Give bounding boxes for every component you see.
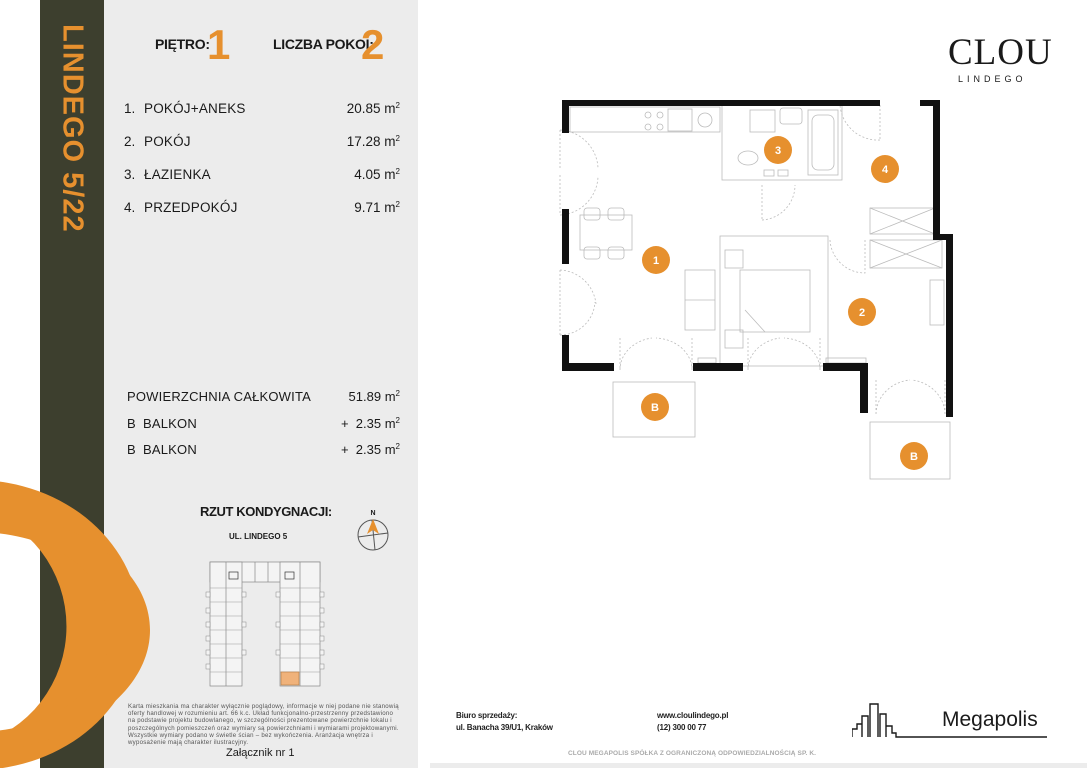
room-name: POKÓJ+ANEKS [144, 100, 246, 116]
floor-label: PIĘTRO: [155, 36, 210, 52]
balcony-letter: B [127, 441, 136, 457]
sales-office [456, 710, 553, 734]
apartment-code: LINDEGO 5/22 [56, 24, 89, 233]
bottom-band [430, 763, 1087, 768]
room-area: 20.85 $m^2$ [346, 100, 400, 116]
room-name: PRZEDPOKÓJ [144, 199, 238, 215]
apartment-floor-plan [540, 90, 960, 490]
balcony-label: BALKON [143, 415, 197, 431]
balcony-letter: B [127, 415, 136, 431]
clou-logo: CLOU [948, 32, 1053, 73]
floor-value: 1 [207, 21, 231, 68]
room-area: 4.05 $m^2$ [354, 166, 400, 182]
room-number: 4. [124, 199, 136, 215]
balcony-value: + 2.35 $m^2$ [340, 415, 400, 431]
floor-plan-title: RZUT KONDYGNACJI: [200, 504, 332, 519]
balcony-value: + 2.35 $m^2$ [340, 441, 400, 457]
annex-label: Załącznik nr 1 [226, 747, 295, 759]
total-area-row [127, 387, 400, 405]
website-link[interactable]: www.cloulindego.pl [657, 711, 729, 720]
room-area: 9.71 $m^2$ [354, 199, 400, 215]
rooms-label: LICZBA POKOI: [273, 36, 374, 52]
svg-text:3: 3 [774, 145, 782, 157]
room-number: 3. [124, 166, 136, 182]
balcony-label: BALKON [143, 441, 197, 457]
svg-text:B: B [651, 402, 659, 414]
clou-logo-subtitle: LINDEGO [958, 74, 1027, 84]
svg-text:1: 1 [652, 255, 660, 267]
room-number: 2. [124, 133, 136, 149]
street-label: UL. LINDEGO 5 [229, 532, 288, 541]
sales-office-address: ul. Banacha 39/U1, Kraków [456, 723, 553, 732]
room-name: ŁAZIENKA [144, 166, 211, 182]
room-number: 1. [124, 100, 136, 116]
total-area-label: POWIERZCHNIA CAŁKOWITA [127, 388, 312, 404]
compass-icon [355, 507, 391, 553]
room-row [124, 132, 400, 150]
rooms-value: 2 [361, 21, 385, 68]
svg-text:N: N [370, 510, 376, 517]
room-name: POKÓJ [144, 133, 191, 149]
svg-text:B: B [910, 451, 918, 463]
room-row [124, 198, 400, 216]
svg-text:2: 2 [858, 307, 866, 319]
disclaimer-text: Karta mieszkania ma charakter wyłącznie poglądowy, informacje w niej podane nie stanowią oferty handlowej w rozumieniu art. 66 k.c. Układ funkcjonalno-przestrzenny przedstawiono na podstawie projektu budowlanego, w szczególności prezentowane powierzchnie lokalu i poszczególnych pomieszczeń oraz wymiary są powierzchniami i wymiarami projektowanymi. Wszystkie wymiary podano w świetle ścian – bez wykończenia. Aranżacja wnętrza i wyposażenie mają charakter ilustracyjny. [128, 703, 399, 747]
svg-text:4: 4 [881, 164, 889, 176]
company-name: CLOU MEGAPOLIS SPÓŁKA Z OGRANICZONĄ ODPOWIEDZIALNOŚCIĄ SP. K. [568, 750, 817, 757]
building-site-plan [200, 558, 330, 690]
room-row [124, 99, 400, 117]
balcony-row [127, 440, 400, 458]
total-area-value: 51.89 $m^2$ [348, 388, 400, 404]
contact-info [657, 710, 728, 734]
balcony-row [127, 414, 400, 432]
sales-office-label: Biuro sprzedaży: [456, 711, 518, 720]
phone-number[interactable]: (12) 300 00 77 [657, 723, 707, 732]
room-row [124, 165, 400, 183]
megapolis-logo: Megapolis [942, 708, 1038, 731]
highlighted-apartment [281, 672, 299, 685]
room-area: 17.28 $m^2$ [346, 133, 400, 149]
